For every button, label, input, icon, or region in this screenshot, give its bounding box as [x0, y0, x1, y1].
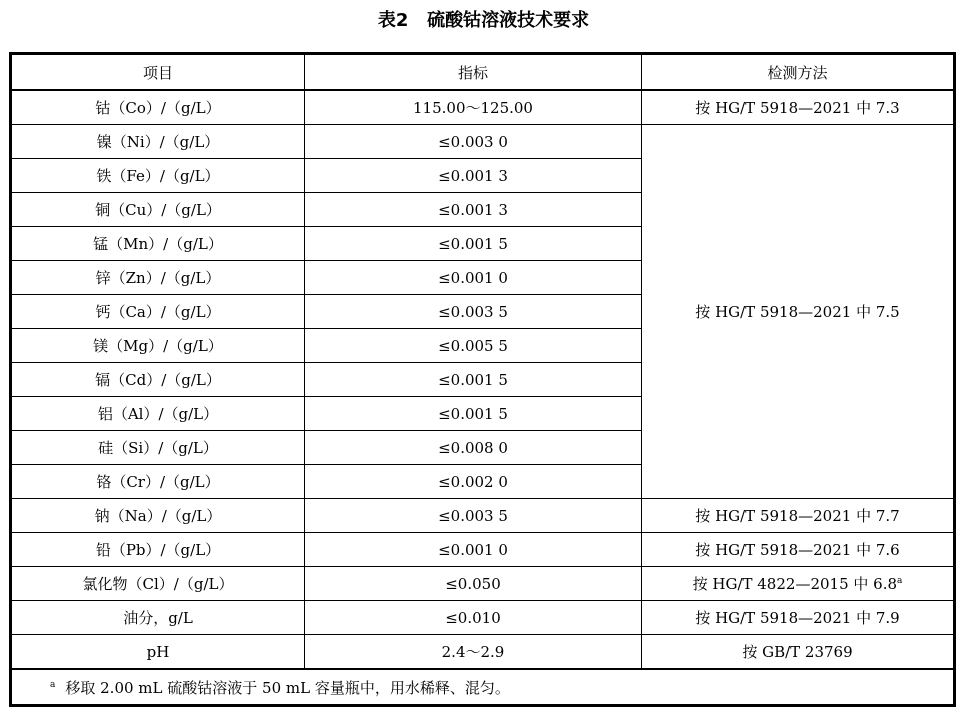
index-cell: 115.00～125.00 — [305, 90, 642, 125]
method-cell — [642, 567, 955, 601]
footnote-mark: a — [50, 679, 56, 690]
method-cell: 按 GB/T 23769 — [642, 635, 955, 670]
index-cell: 2.4～2.9 — [305, 635, 642, 670]
footnote-cell — [11, 669, 955, 706]
method-text: 按 HG/T 4822—2015 中 6.8 — [692, 575, 898, 593]
item-cell: 铁（Fe）/（g/L） — [11, 159, 305, 193]
spec-table — [9, 52, 956, 707]
item-cell: 锌（Zn）/（g/L） — [11, 261, 305, 295]
header-method: 检测方法 — [642, 54, 955, 91]
index-cell: ≤0.002 0 — [305, 465, 642, 499]
index-cell: ≤0.001 0 — [305, 261, 642, 295]
table-row — [11, 601, 955, 635]
item-cell: 钙（Ca）/（g/L） — [11, 295, 305, 329]
table-header-row — [11, 54, 955, 91]
table-row — [11, 90, 955, 125]
table-title: 表2 硫酸钴溶液技术要求 — [377, 10, 590, 31]
item-cell: 氯化物（Cl）/（g/L） — [11, 567, 305, 601]
item-cell: 硅（Si）/（g/L） — [11, 431, 305, 465]
item-cell: 钠（Na）/（g/L） — [11, 499, 305, 533]
item-cell: 铜（Cu）/（g/L） — [11, 193, 305, 227]
table-row — [11, 533, 955, 567]
index-cell: ≤0.001 0 — [305, 533, 642, 567]
table-row — [11, 125, 955, 159]
index-cell: ≤0.001 3 — [305, 193, 642, 227]
item-cell: 铅（Pb）/（g/L） — [11, 533, 305, 567]
index-cell: ≤0.010 — [305, 601, 642, 635]
table-row — [11, 567, 955, 601]
header-index: 指标 — [305, 54, 642, 91]
item-cell: 镉（Cd）/（g/L） — [11, 363, 305, 397]
method-cell: 按 HG/T 5918—2021 中 7.7 — [642, 499, 955, 533]
item-cell: 镁（Mg）/（g/L） — [11, 329, 305, 363]
footnote-text: 移取 2.00 mL 硫酸钴溶液于 50 mL 容量瓶中，用水稀释、混匀。 — [65, 678, 510, 697]
index-cell: ≤0.001 5 — [305, 363, 642, 397]
item-cell: pH — [11, 635, 305, 670]
header-item: 项目 — [11, 54, 305, 91]
index-cell: ≤0.005 5 — [305, 329, 642, 363]
item-cell: 铬（Cr）/（g/L） — [11, 465, 305, 499]
item-cell: 钴（Co）/（g/L） — [11, 90, 305, 125]
table-row — [11, 499, 955, 533]
index-cell: ≤0.001 5 — [305, 227, 642, 261]
index-cell: ≤0.003 5 — [305, 295, 642, 329]
index-cell: ≤0.003 5 — [305, 499, 642, 533]
index-cell: ≤0.003 0 — [305, 125, 642, 159]
method-cell-merged: 按 HG/T 5918—2021 中 7.5 — [642, 125, 955, 499]
footnote-mark: a — [897, 576, 903, 586]
table-row — [11, 635, 955, 670]
index-cell: ≤0.050 — [305, 567, 642, 601]
method-cell: 按 HG/T 5918—2021 中 7.3 — [642, 90, 955, 125]
index-cell: ≤0.001 3 — [305, 159, 642, 193]
index-cell: ≤0.008 0 — [305, 431, 642, 465]
method-cell: 按 HG/T 5918—2021 中 7.6 — [642, 533, 955, 567]
item-cell: 油分，g/L — [11, 601, 305, 635]
item-cell: 锰（Mn）/（g/L） — [11, 227, 305, 261]
item-cell: 镍（Ni）/（g/L） — [11, 125, 305, 159]
method-cell: 按 HG/T 5918—2021 中 7.9 — [642, 601, 955, 635]
item-cell: 铝（Al）/（g/L） — [11, 397, 305, 431]
index-cell: ≤0.001 5 — [305, 397, 642, 431]
footnote-row — [11, 669, 955, 706]
